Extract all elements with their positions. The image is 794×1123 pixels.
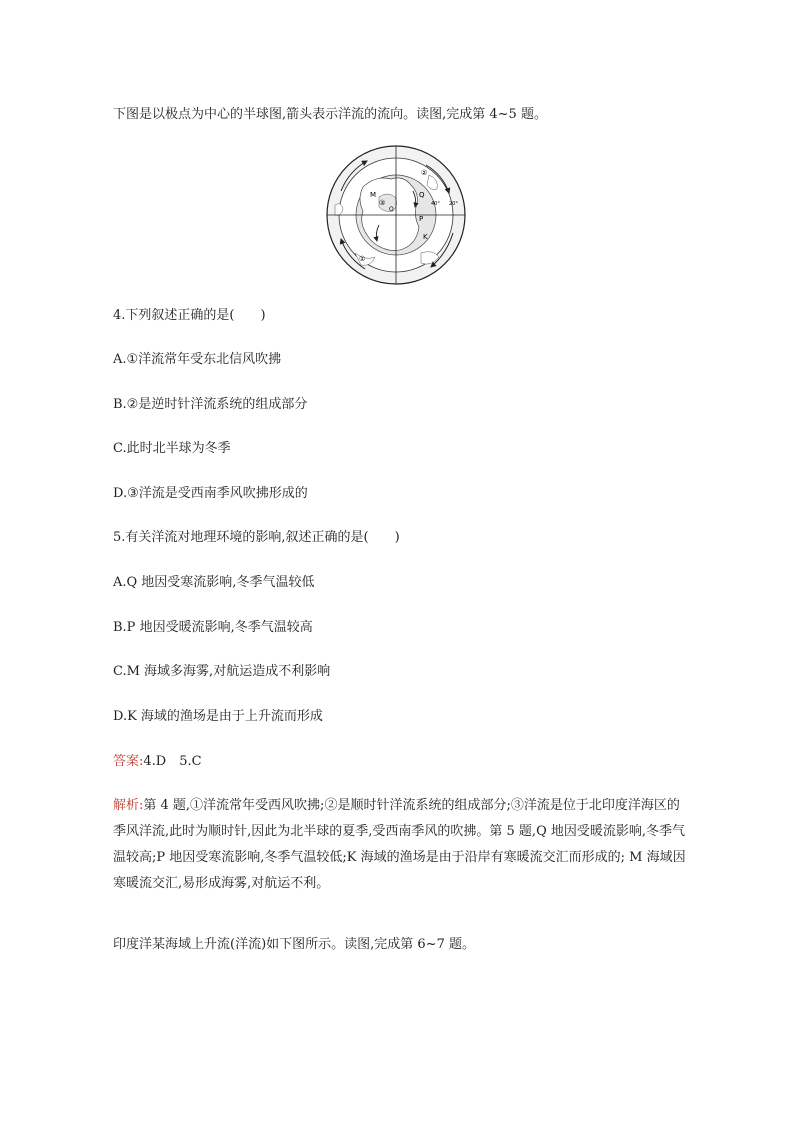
label-circled-2: ②	[421, 169, 428, 177]
q5-option-c: C.M 海域多海雾,对航运造成不利影响	[113, 664, 331, 679]
q4-option-a: A.①洋流常年受东北信风吹拂	[113, 352, 282, 367]
intro-text-1: 下图是以极点为中心的半球图,箭头表示洋流的流向。读图,完成第 4~5 题。	[113, 107, 547, 122]
q5-option-a: A.Q 地因受寒流影响,冬季气温较低	[113, 575, 315, 590]
q5-stem: 5.有关洋流对地理环境的影响,叙述正确的是( )	[113, 530, 400, 545]
label-k: K	[423, 233, 428, 241]
q4-stem: 4.下列叙述正确的是( )	[113, 308, 266, 323]
answer-label: 答案:	[113, 754, 144, 769]
label-circled-3: ③	[379, 199, 386, 207]
intro-text-2: 印度洋某海域上升流(洋流)如下图所示。读图,完成第 6~7 题。	[113, 937, 475, 952]
answer-text: 4.D 5.C	[143, 754, 202, 769]
label-lat-20: 20°	[449, 201, 458, 207]
answer-line	[113, 754, 202, 770]
label-m: M	[370, 191, 377, 199]
analysis-text: 第 4 题,①洋流常年受西风吹拂;②是顺时针洋流系统的组成部分;③洋流是位于北印度洋海区的季风洋流,此时为顺时针,因此为北半球的夏季,受西南季风的吹拂。第 5 题,Q 地因受暖流影响,冬季气温较高;P 地因受寒流影响,冬季气温较低;K 海域的渔场是由于沿岸有寒暖流交汇而形成的; M 海域因寒暖流交汇,易形成海雾,对航运不利。	[113, 798, 686, 891]
q5-option-b: B.P 地因受暖流影响,冬季气温较高	[113, 620, 313, 635]
q4-option-b: B.②是逆时针洋流系统的组成部分	[113, 397, 308, 412]
label-p: P	[419, 215, 424, 223]
label-o: O	[389, 206, 394, 213]
polar-ocean-current-map	[321, 145, 471, 285]
label-lat-40: 40°	[431, 201, 440, 207]
analysis-paragraph	[113, 793, 687, 897]
q4-option-d: D.③洋流是受西南季风吹拂形成的	[113, 486, 308, 501]
q4-option-c: C.此时北半球为冬季	[113, 441, 231, 456]
q5-option-d: D.K 海域的渔场是由于上升流而形成	[113, 709, 323, 724]
analysis-label: 解析:	[113, 798, 144, 813]
label-q: Q	[419, 191, 425, 199]
label-circled-1: ①	[359, 255, 366, 263]
